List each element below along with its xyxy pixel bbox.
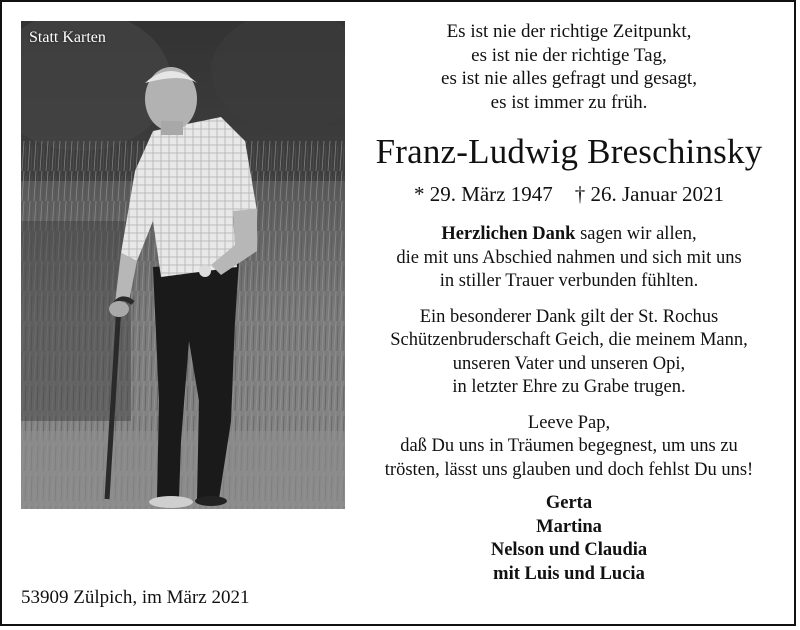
- deceased-name: Franz-Ludwig Breschinsky: [375, 132, 763, 171]
- poem-line: es ist nie der richtige Tag,: [471, 44, 667, 66]
- birth-date: * 29. März 1947: [413, 182, 553, 206]
- text-column: [354, 2, 784, 586]
- thanks-paragraph: [354, 223, 784, 294]
- special-thanks-paragraph: [354, 306, 784, 400]
- farewell-line: daß Du uns in Träumen begegnest, um uns zu: [400, 436, 738, 456]
- signer-name: Gerta: [545, 493, 593, 513]
- thanks-line: in stiller Trauer verbunden fühlten.: [439, 271, 699, 291]
- thanks-lead: [354, 223, 784, 247]
- poem: [354, 20, 784, 114]
- special-thanks-line: unseren Vater und unseren Opi,: [452, 353, 686, 374]
- special-thanks-line: Ein besonderer Dank gilt der St. Rochus: [419, 306, 719, 327]
- photo-caption: Statt Karten: [29, 29, 106, 46]
- signer-name: Nelson und Claudia: [490, 540, 648, 560]
- portrait-photo-icon: [21, 21, 345, 509]
- signers: [354, 492, 784, 586]
- poem-line: es ist immer zu früh.: [490, 91, 648, 113]
- thanks-lead-bold: Herzlichen Dank: [441, 224, 576, 244]
- special-thanks-line: Schützenbruderschaft Geich, die meinem Mann,: [390, 330, 748, 350]
- life-dates: [354, 181, 784, 207]
- death-date: † 26. Januar 2021: [574, 182, 725, 206]
- portrait-photo: [21, 21, 345, 509]
- poem-line: es ist nie alles gefragt und gesagt,: [441, 68, 697, 89]
- thanks-lead-rest: sagen wir allen,: [575, 224, 697, 244]
- farewell-paragraph: [354, 412, 784, 483]
- signer-name: Martina: [536, 516, 602, 537]
- farewell-line: trösten, lässt uns glauben und doch fehlst Du uns!: [384, 459, 754, 480]
- thanks-line: die mit uns Abschied nahmen und sich mit uns: [396, 247, 742, 268]
- special-thanks-line: in letzter Ehre zu Grabe trugen.: [452, 377, 686, 397]
- poem-line: Es ist nie der richtige Zeitpunkt,: [446, 21, 692, 42]
- location-date: 53909 Zülpich, im März 2021: [21, 587, 250, 608]
- signer-name: mit Luis und Lucia: [493, 563, 645, 584]
- farewell-line: Leeve Pap,: [527, 412, 611, 433]
